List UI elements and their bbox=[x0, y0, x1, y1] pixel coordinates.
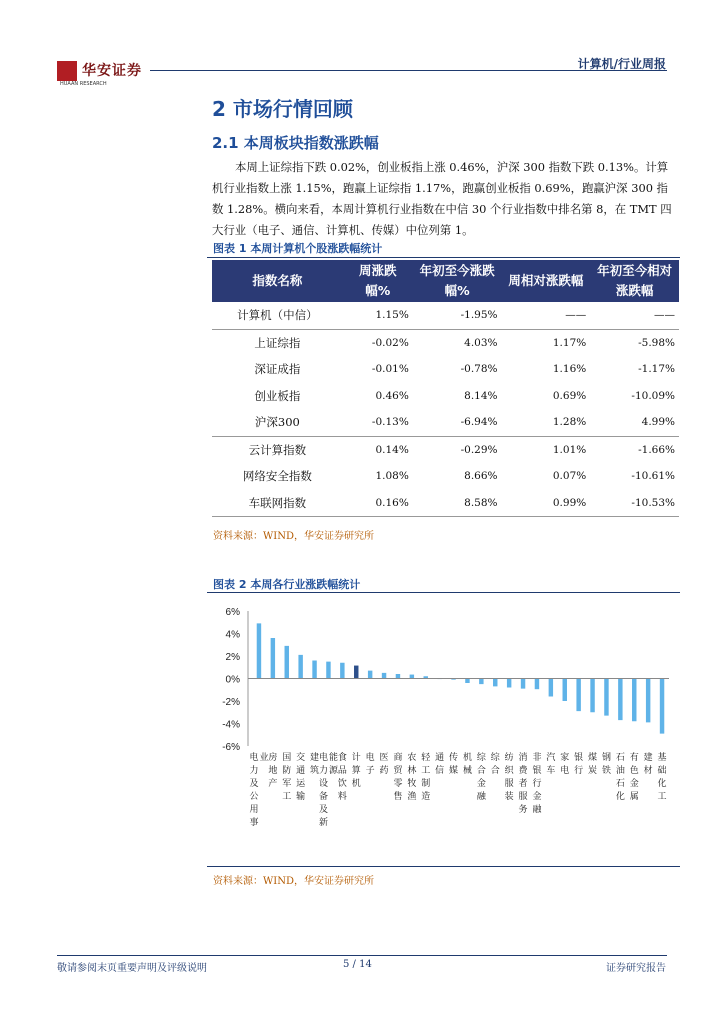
chart-title: 图表 2 本周各行业涨跌幅统计 bbox=[213, 578, 361, 591]
x-category-label: 石油石化 bbox=[615, 753, 625, 802]
index-name-cell: 计算机（中信） bbox=[237, 308, 318, 323]
bar-27 bbox=[632, 679, 636, 722]
bar-1 bbox=[271, 638, 275, 679]
value-cell: 0.07% bbox=[552, 470, 587, 483]
bar-16 bbox=[479, 679, 483, 685]
value-cell: -10.09% bbox=[631, 389, 675, 402]
x-category-label: 非银行金融 bbox=[532, 753, 542, 815]
page-number: 5 / 14 bbox=[343, 959, 372, 970]
value-cell: -10.53% bbox=[590, 490, 679, 517]
bar-18 bbox=[507, 679, 511, 688]
y-tick-label: 0% bbox=[225, 674, 240, 686]
y-tick-label: 6% bbox=[225, 607, 240, 618]
index-performance-table bbox=[212, 260, 679, 517]
report-category: 计算机/行业周报 bbox=[577, 57, 666, 71]
value-cell: 8.14% bbox=[464, 389, 498, 402]
company-logo-mark bbox=[57, 61, 77, 81]
bar-7 bbox=[354, 666, 358, 679]
value-cell: 1.01% bbox=[502, 436, 591, 463]
bar-26 bbox=[618, 679, 622, 721]
x-category-label: 通信 bbox=[435, 753, 445, 776]
x-category-label: 食品饮料 bbox=[337, 753, 347, 802]
table-row bbox=[212, 356, 679, 383]
chart-source: 资料来源：WIND，华安证券研究所 bbox=[213, 876, 374, 887]
market-review-paragraph: 本周上证综指下跌 0.02%，创业板指上涨 0.46%，沪深 300 指数下跌 0.13%。计算机行业指数上涨 1.15%，跑赢上证综指 1.17%，跑赢创业板指 0.69%，跑赢沪深 300 指数 1.28%。横向来看，本周计算机行业指数在中信 30 个行业指数中排名第 8，在 TMT 四大行业（电子、通信、计算机、传媒）中位列第 1。 bbox=[212, 160, 672, 237]
x-category-label: 基础化工 bbox=[657, 753, 667, 802]
bar-10 bbox=[396, 674, 400, 679]
x-category-label: 传媒 bbox=[449, 753, 459, 776]
bar-22 bbox=[563, 679, 567, 702]
bar-28 bbox=[646, 679, 650, 723]
index-name-cell: 创业板指 bbox=[254, 388, 301, 403]
x-category-label: 消费者服务 bbox=[518, 753, 528, 815]
value-cell: 1.28% bbox=[552, 416, 587, 429]
x-category-label: 银行 bbox=[574, 753, 584, 776]
index-name-cell: 车联网指数 bbox=[212, 490, 343, 517]
value-cell: 4.03% bbox=[413, 329, 502, 356]
value-cell: 8.66% bbox=[464, 470, 498, 483]
bar-25 bbox=[604, 679, 608, 716]
value-cell: 0.14% bbox=[343, 436, 413, 463]
x-category-label: 能源 bbox=[328, 753, 338, 776]
bar-19 bbox=[521, 679, 525, 689]
y-tick-label: 2% bbox=[225, 652, 240, 663]
x-category-label: 轻工制造 bbox=[421, 753, 431, 802]
index-name-cell: 上证综指 bbox=[212, 329, 343, 356]
table1-source: 资料来源：WIND，华安证券研究所 bbox=[213, 531, 374, 542]
x-category-label: 钢铁 bbox=[601, 753, 611, 776]
x-category-label: 建筑 bbox=[310, 753, 320, 776]
value-cell: -0.78% bbox=[460, 363, 498, 376]
table-row bbox=[212, 490, 679, 517]
table-row bbox=[212, 409, 679, 436]
x-category-label: 商贸零售 bbox=[393, 753, 403, 802]
footer-divider bbox=[57, 955, 667, 956]
bar-8 bbox=[368, 671, 372, 679]
header-ytd-change: 年初至今涨跌幅% bbox=[413, 260, 502, 302]
value-cell: 4.99% bbox=[641, 416, 675, 429]
index-name-cell: 云计算指数 bbox=[212, 436, 343, 463]
table1-title: 图表 1 本周计算机个股涨跌幅统计 bbox=[213, 242, 383, 255]
header-ytd-relative: 年初至今相对涨跌幅 bbox=[590, 260, 679, 302]
table-header-row bbox=[212, 260, 679, 302]
header-weekly-relative: 周相对涨跌幅 bbox=[502, 260, 591, 302]
bar-15 bbox=[465, 679, 469, 684]
x-category-label: 纺织服装 bbox=[504, 753, 514, 802]
industry-change-bar-chart bbox=[207, 596, 680, 866]
bar-2 bbox=[285, 646, 289, 679]
table-row bbox=[212, 436, 679, 463]
company-logo-text: 华安证券 bbox=[82, 63, 142, 79]
value-cell: -1.66% bbox=[590, 436, 679, 463]
value-cell: 0.69% bbox=[552, 389, 587, 402]
value-cell: -0.01% bbox=[371, 363, 409, 376]
x-category-label: 建材 bbox=[643, 753, 653, 776]
x-category-label: 煤炭 bbox=[588, 753, 598, 776]
y-tick-label: -2% bbox=[222, 697, 240, 708]
bar-23 bbox=[576, 679, 580, 712]
value-cell: -0.13% bbox=[371, 416, 409, 429]
value-cell: 0.99% bbox=[502, 490, 591, 517]
bar-0 bbox=[257, 623, 261, 678]
value-cell: —— bbox=[565, 309, 587, 322]
footer-disclaimer: 敬请参阅末页重要声明及评级说明 bbox=[57, 963, 207, 974]
x-category-label: 电子 bbox=[365, 753, 375, 776]
bar-6 bbox=[340, 663, 344, 679]
chart-title-rule bbox=[207, 592, 680, 593]
table-row bbox=[212, 463, 679, 490]
bar-24 bbox=[590, 679, 594, 713]
x-category-label: 电力设备及新 bbox=[318, 753, 328, 828]
value-cell: -0.02% bbox=[343, 329, 413, 356]
y-tick-label: -4% bbox=[222, 719, 240, 731]
x-category-label: 医药 bbox=[379, 753, 389, 776]
bar-11 bbox=[410, 675, 414, 679]
x-category-label: 业 bbox=[259, 753, 269, 763]
bar-3 bbox=[298, 655, 302, 679]
bar-20 bbox=[535, 679, 539, 690]
x-category-label: 综合金融 bbox=[476, 753, 486, 802]
value-cell: 1.08% bbox=[375, 470, 409, 483]
subsection-title: 2.1 本周板块指数涨跌幅 bbox=[212, 134, 379, 152]
table1-title-rule bbox=[207, 257, 680, 258]
value-cell: 1.17% bbox=[502, 329, 591, 356]
x-category-label: 国防军工 bbox=[282, 753, 292, 802]
x-category-label: 家电 bbox=[560, 753, 570, 776]
bar-21 bbox=[549, 679, 553, 697]
x-category-label: 有色金属 bbox=[629, 753, 639, 802]
value-cell: -0.29% bbox=[413, 436, 502, 463]
bar-4 bbox=[312, 661, 316, 679]
value-cell: -1.17% bbox=[638, 363, 675, 376]
table-row bbox=[212, 329, 679, 356]
value-cell: 0.16% bbox=[343, 490, 413, 517]
x-category-label: 交通运输 bbox=[296, 753, 306, 802]
value-cell: 8.58% bbox=[413, 490, 502, 517]
index-name-cell: 沪深300 bbox=[254, 415, 300, 430]
index-name-cell: 网络安全指数 bbox=[242, 469, 312, 484]
index-name-cell: 深证成指 bbox=[254, 362, 301, 377]
value-cell: -10.61% bbox=[631, 470, 675, 483]
value-cell: 1.16% bbox=[552, 363, 587, 376]
bar-17 bbox=[493, 679, 497, 687]
x-category-label: 机械 bbox=[462, 753, 472, 776]
x-category-label: 汽车 bbox=[546, 753, 556, 776]
section-title: 2 市场行情回顾 bbox=[212, 97, 353, 121]
value-cell: 1.15% bbox=[375, 309, 409, 322]
footer-report-type: 证券研究报告 bbox=[606, 963, 666, 974]
x-category-label: 计算机 bbox=[351, 753, 361, 789]
x-category-label: 房地产 bbox=[268, 753, 278, 789]
company-logo-subtext: HUAAN RESEARCH bbox=[60, 81, 107, 87]
value-cell: -6.94% bbox=[460, 416, 498, 429]
value-cell: -1.95% bbox=[460, 309, 498, 322]
x-category-label: 综合 bbox=[490, 753, 500, 776]
header-index-name: 指数名称 bbox=[212, 260, 343, 302]
value-cell: 0.46% bbox=[375, 389, 409, 402]
bar-9 bbox=[382, 673, 386, 679]
value-cell: —— bbox=[654, 309, 675, 322]
header-weekly-change: 周涨跌幅% bbox=[343, 260, 413, 302]
y-tick-label: 4% bbox=[225, 629, 240, 641]
table-row bbox=[212, 302, 679, 329]
value-cell: -5.98% bbox=[590, 329, 679, 356]
table-row bbox=[212, 383, 679, 410]
chart-bottom-rule bbox=[207, 866, 680, 867]
bar-29 bbox=[660, 679, 664, 734]
x-category-label: 电力及公用事 bbox=[249, 753, 259, 828]
y-tick-label: -6% bbox=[222, 742, 240, 753]
bar-5 bbox=[326, 662, 330, 679]
x-category-label: 农林牧渔 bbox=[407, 753, 417, 802]
